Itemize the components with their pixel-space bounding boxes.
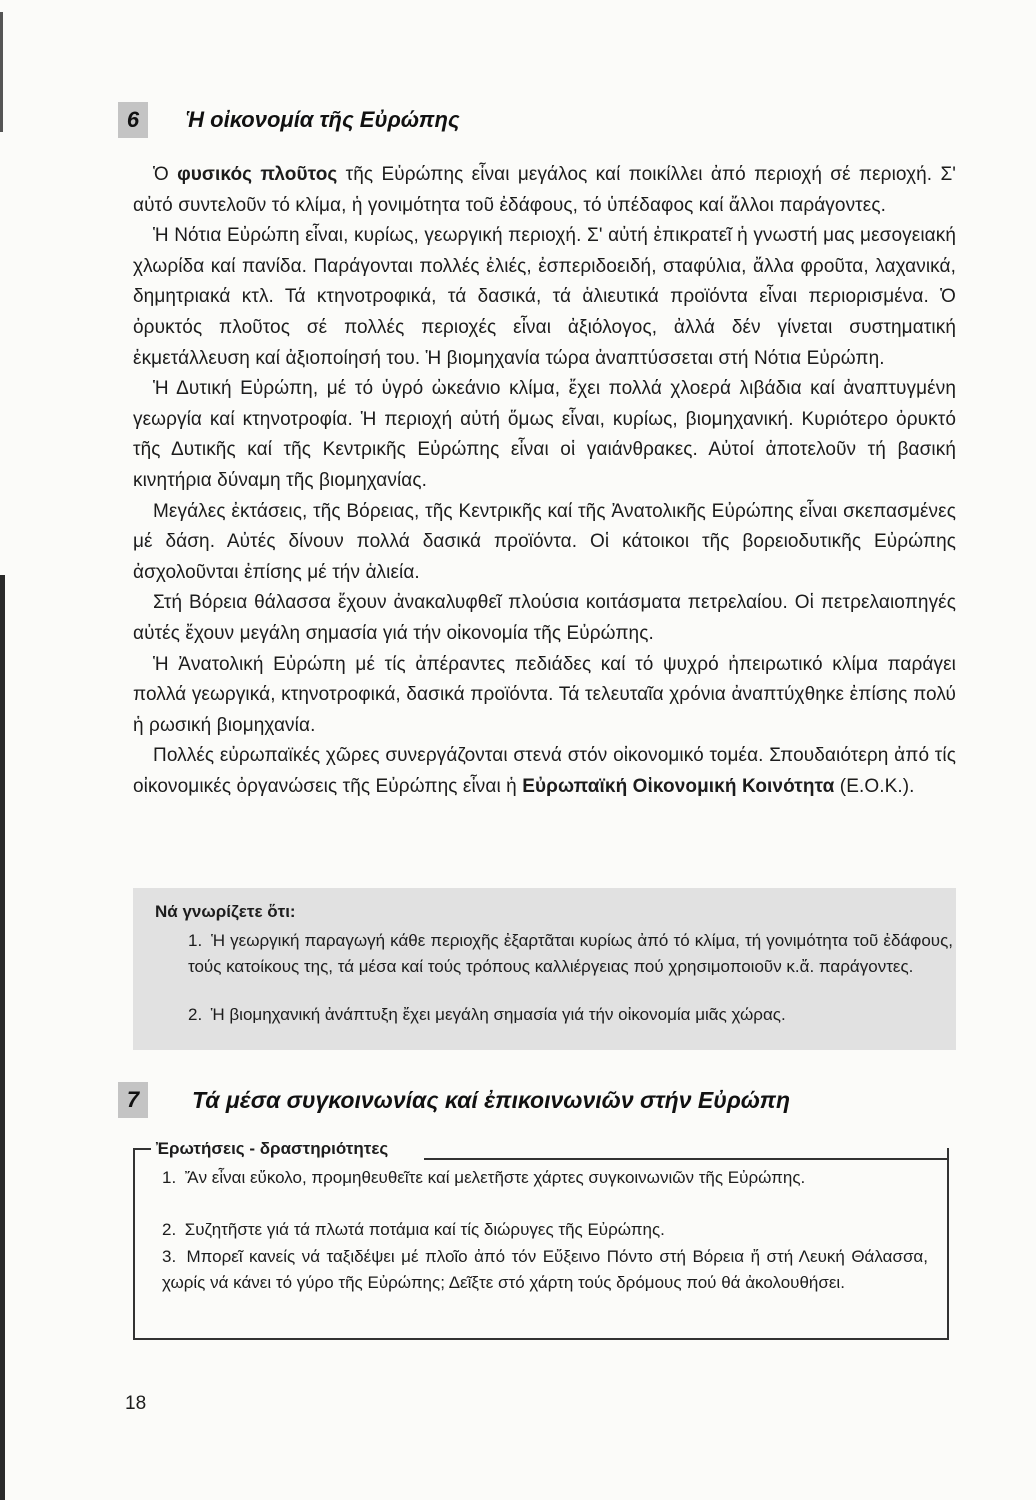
question-item: 3. Μπορεῖ κανείς νά ταξιδέψει μέ πλοῖο ἀπό τόν Εὔξεινο Πόντο στή Βόρεια ἤ στή Λευκή Θάλασσα, χωρίς νά κάνει τό γύρο τῆς Εὐρώπης; Δεῖξτε στό χάρτη τούς δρόμους πού θά ἀκολουθήσει. xyxy=(162,1247,928,1292)
know-item: 1. Ἡ γεωργική παραγωγή κάθε περιοχῆς ἐξαρτᾶται κυρίως ἀπό τό κλίμα, τή γονιμότητα τοῦ ἐδάφους, τούς κατοίκους της, τά μέσα καί τούς τρόπους καλλιέργειας πού χρησιμοποιοῦν κ.ἄ. παράγοντες. xyxy=(188,931,953,976)
page-edge-rule xyxy=(0,575,5,1500)
section-6-heading xyxy=(118,102,460,138)
paragraph: Στή Βόρεια θάλασσα ἔχουν ἀνακαλυφθεῖ πλούσια κοιτάσματα πετρελαίου. Οἱ πετρελαιοπηγές αὐτές ἔχουν μεγάλη σημασία γιά τήν οἰκονομία τῆς Εὐρώπης. xyxy=(133,592,956,644)
page-number: 18 xyxy=(125,1393,147,1414)
section-title: Τά μέσα συγκοινωνίας καί ἐπικοινωνιῶν στήν Εὐρώπη xyxy=(192,1086,790,1113)
key-term: φυσικός πλοῦτος xyxy=(177,164,338,185)
know-item: 2. Ἡ βιομηχανική ἀνάπτυξη ἔχει μεγάλη σημασία γιά τήν οἰκονομία μιᾶς χώρας. xyxy=(188,1005,786,1024)
frame-top-rule xyxy=(424,1158,947,1160)
paragraph: Ἡ Νότια Εὐρώπη εἶναι, κυρίως, γεωργική περιοχή. Σ' αὐτή ἐπικρατεῖ ἡ γνωστή μας μεσογειακή χλωρίδα καί πανίδα. Παράγονται πολλές ἐλιές, ἐσπεριδοειδή, σταφύλια, ἄλλα φροῦτα, λαχανικά, δημητριακά κτλ. Τά κτηνοτροφικά, τά δασικά, τά ἁλιευτικά προϊόντα εἶναι περιορισμένα. Ὁ ὀρυκτός πλοῦτος σέ πολλές περιοχές εἶναι ἀξιόλογος, ἀλλά δέν γίνεται συστηματική ἐκμετάλλευση καί ἀξιοποίησή του. Ἡ βιομηχανία τώρα ἀναπτύσσεται στή Νότια Εὐρώπη. xyxy=(133,225,956,369)
question-item: 2. Συζητῆστε γιά τά πλωτά ποτάμια καί τίς διώρυγες τῆς Εὐρώπης. xyxy=(162,1220,665,1239)
paragraph: Μεγάλες ἐκτάσεις, τῆς Βόρειας, τῆς Κεντρικῆς καί τῆς Ἀνατολικῆς Εὐρώπης εἶναι σκεπασμένες μέ δάση. Αὐτές δίνουν πολλά δασικά προϊόντα. Οἱ κάτοικοι τῆς βορειοδυτικῆς Εὐρώπης ἀσχολοῦνται ἐπίσης μέ τήν ἁλιεία. xyxy=(133,500,956,583)
question-item: 1. Ἄν εἶναι εὔκολο, προμηθευθεῖτε καί μελετῆστε χάρτες συγκοινωνιῶν τῆς Εὐρώπης. xyxy=(162,1168,806,1187)
know-box xyxy=(133,888,956,1050)
key-term: Εὐρωπαϊκή Οἰκονομική Κοινότητα xyxy=(522,775,835,797)
know-box-title: Νά γνωρίζετε ὅτι: xyxy=(155,902,296,921)
section-6-body xyxy=(133,160,956,802)
section-number-badge: 7 xyxy=(118,1082,148,1118)
section-number-badge: 6 xyxy=(118,102,148,138)
page-edge-mark xyxy=(0,12,3,132)
paragraph: Ἡ Δυτική Εὐρώπη, μέ τό ὑγρό ὠκεάνιο κλίμα, ἔχει πολλά χλοερά λιβάδια καί ἀναπτυγμένη γεωργία καί κτηνοτροφία. Ἡ περιοχή αὐτή ὅμως εἶναι, κυρίως, βιομηχανική. Κυριότερο ὀρυκτό τῆς Δυτικῆς καί τῆς Κεντρικῆς Εὐρώπης εἶναι οἱ γαιάνθρακες. Αὐτοί ἀποτελοῦν τή βασική κινητήρια δύναμη τῆς βιομηχανίας. xyxy=(133,378,956,491)
section-title: Ἡ οἰκονομία τῆς Εὐρώπης xyxy=(186,107,460,132)
questions-title: Ἐρωτήσεις - δραστηριότητες xyxy=(152,1139,392,1159)
frame-top-rule xyxy=(133,1148,151,1150)
paragraph: Πολλές εὐρωπαϊκές χῶρες συνεργάζονται στενά στόν οἰκονομικό τομέα. Σπουδαιότερη ἀπό τίς οἰκονομικές ὀργανώσεις τῆς Εὐρώπης εἶναι ἡ Εὐρωπαϊκή Οἰκονομική Κοινότητα (Ε.Ο.Κ.). xyxy=(133,745,956,797)
paragraph: Ὁ φυσικός πλοῦτος τῆς Εὐρώπης εἶναι μεγάλος καί ποικίλλει ἀπό περιοχή σέ περιοχή. Σ' αὐτό συντελοῦν τό κλίμα, ἡ γονιμότητα τοῦ ἐδάφους, τό ὑπέδαφος καί ἄλλοι παράγοντες. xyxy=(133,164,957,216)
paragraph: Ἡ Ἀνατολική Εὐρώπη μέ τίς ἀπέραντες πεδιάδες καί τό ψυχρό ἠπειρωτικό κλίμα παράγει πολλά γεωργικά, κτηνοτροφικά, δασικά προϊόντα. Τά τελευταῖα χρόνια ἀναπτύχθηκε ἐπίσης πολύ ἡ ρωσική βιομηχανία. xyxy=(133,653,956,736)
section-7-heading xyxy=(118,1082,790,1118)
